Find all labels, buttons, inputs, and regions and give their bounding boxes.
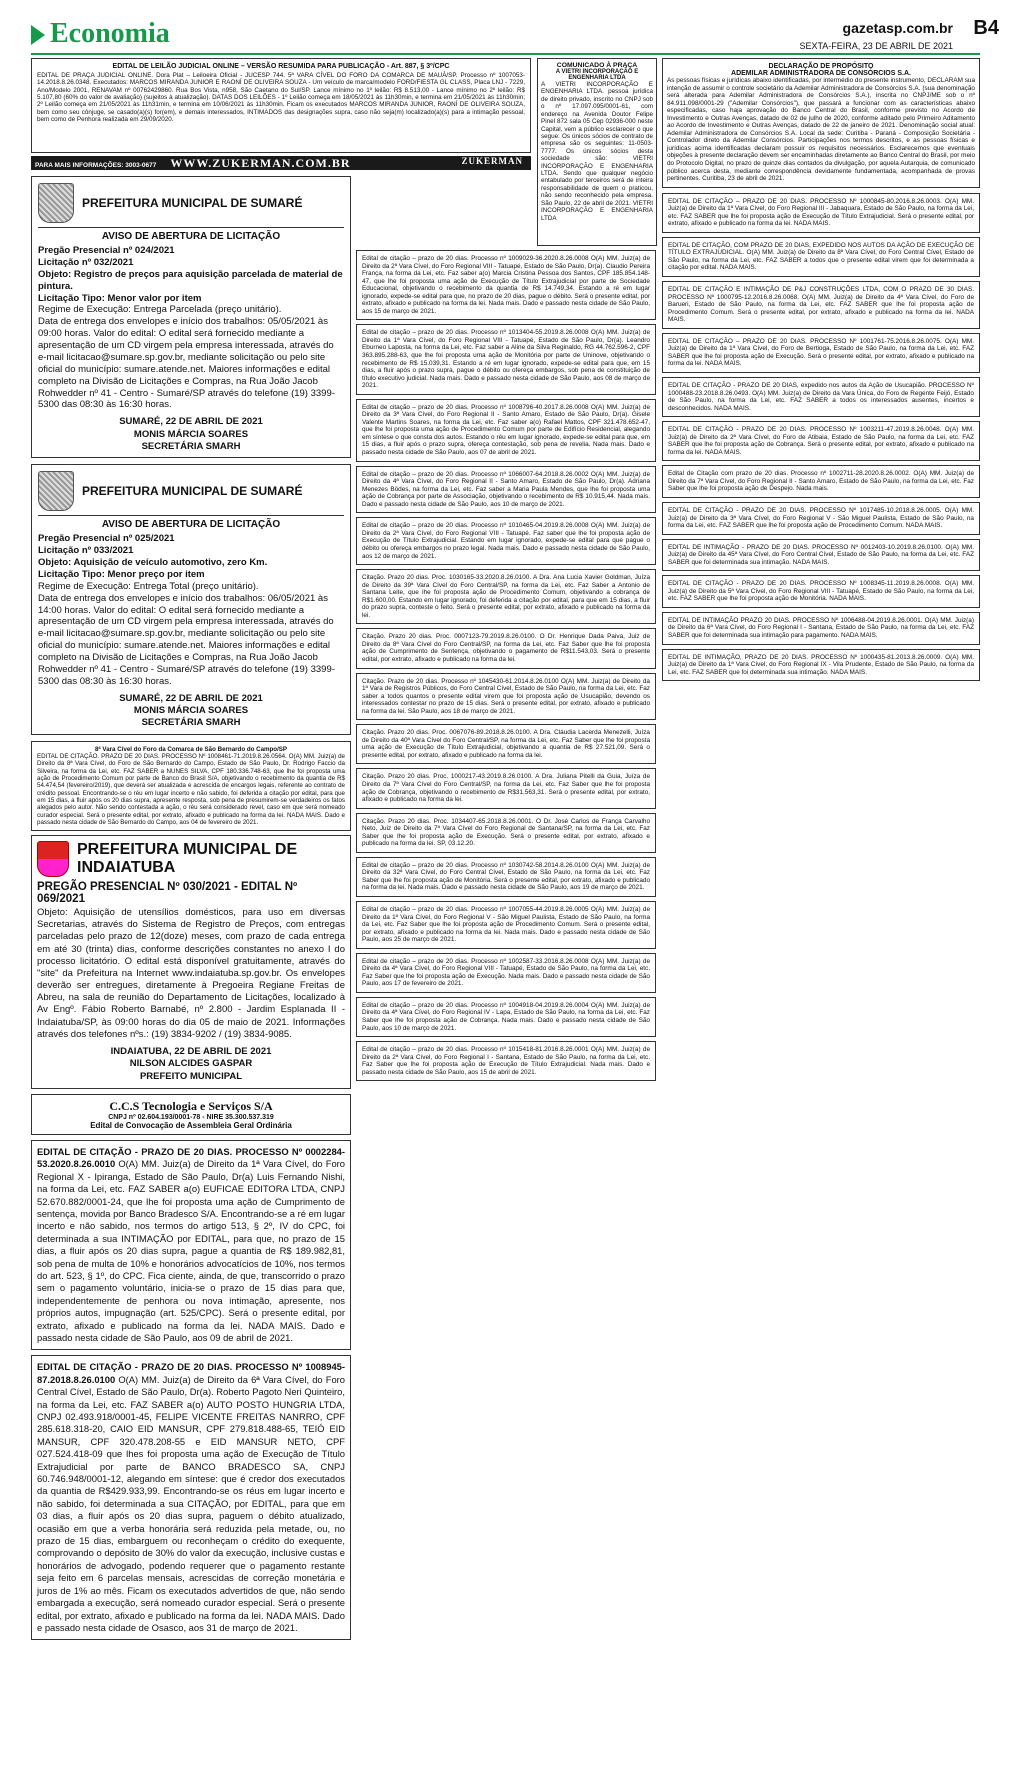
ccs-subtitle: Edital de Convocação de Assembleia Geral Ordinária <box>90 1120 292 1130</box>
indaiatuba-title: PREFEITURA MUNICIPAL DE INDAIATUBA <box>77 841 298 877</box>
sumare-title: PREFEITURA MUNICIPAL DE SUMARÉ <box>82 484 303 499</box>
ccs-title: C.C.S Tecnologia e Serviços S/A <box>109 1098 273 1113</box>
section-arrow-icon <box>31 25 45 45</box>
edital-item: EDITAL DE CITAÇÃO E INTIMAÇÃO DE P&J CONSTRUÇÕES LTDA, COM O PRAZO DE 30 DIAS. PROCESSO Nº 1000795-12.2016.8.26.0068. O(A) MM. Juiz(a) de Direito da 4ª Vara Cível, do Foro de Barueri, Estado de São Paulo, na forma da Lei, etc. FAZ SABER que lhe foi proposta ação de Procedimento Comum. Será o presente edital, por extrato, afixado e publicado na forma da lei. NADA MAIS. <box>662 281 980 329</box>
sumare-date: SUMARÉ, 22 DE ABRIL DE 2021 <box>119 692 263 704</box>
sumare-tipo: Licitação Tipo: Menor preço por item <box>38 568 205 580</box>
edital-item: Edital de citação – prazo de 20 dias. Processo nº 1007055-44.2019.8.26.0005 O(A) MM. Juiz(a) de Direito da 1ª Vara Cível, do Foro Regional V - São Miguel Paulista, Estado de São Paulo, na forma da Lei, etc. Faz Saber que lhe foi proposta ação de Procedimento Comum. Será o presente edital, por extrato, afixado e publicado na forma da lei. Nada mais. Dado e passado nesta cidade de São Paulo, aos 25 de março de 2021. <box>356 901 656 949</box>
vara-notice <box>31 741 351 831</box>
zukerman-bar <box>31 156 531 170</box>
edital-item: EDITAL DE INTIMAÇÃO PRAZO 20 DIAS. PROCESSO Nº 1006488-04.2019.8.26.0001. O(A) MM. Juiz(a) de Direito da 6ª Vara Cível, do Foro Regional I - Santana, Estado de São Paulo, na forma da Lei, etc. FAZ SABER que foi determinada sua intimação para pagamento. NADA MAIS. <box>662 612 980 645</box>
sumare-body <box>38 245 344 411</box>
column-left <box>31 176 351 1776</box>
sumare-text: Data de entrega dos envelopes e início dos trabalhos: 06/05/2021 às 14:00 horas. Valor do edital: O edital será fornecido mediante a apresentação de um CD virgem pela empresa interessada, através do e-mail licitacao@sumare.sp.gov.br, mediante solicitação ou pelo site oficial do município: sumare.atende.net. Maiores informações e edital completo na Divisão de Licitações e Compras, na Rua João Jacob Rohwedder nº 41 - Centro - Sumaré/SP através do telefone (19) 3399-5300 das 08:30 às 16:30 horas. <box>38 592 335 687</box>
edital-item: Edital de citação – prazo de 20 dias. Processo nº 1015418-81.2016.8.26.0001 O(A) MM. Juiz(a) de Direito da 2ª Vara Cível, do Foro Regional I - Santana, Estado de São Paulo, na forma da Lei, etc. Faz Saber que lhe foi proposta ação de Execução de Título Extrajudicial. Nada mais. Dado e passado nesta cidade de São Paulo, aos 15 de abril de 2021. <box>356 1041 656 1081</box>
column-right <box>662 58 980 1768</box>
indaiatuba-body: Objeto: Aquisição de utensílios domésticos, para uso em diversas Secretarias, através do Sistema de Registro de Preços, com entregas parceladas pelo prazo de 12(doze) meses, com prazo de cada entrega em até 30 (trinta) dias, conforme descrições constantes no anexo I do processo licitatório. O edital está disponível gratuitamente, através do "site" da Prefeitura na Internet www.indaiatuba.sp.gov.br. Os envelopes deverão ser entregues, diretamente à Pregoeira Regiane Freitas de Abreu, na sala de reunião do Departamento de Licitações, localizado à Av Engº. Fábio Roberto Barnabé, nº 2.800 - Jardim Esplanada II - Indaiatuba/SP, às 09:00 horas do dia 05 de maio de 2021. Informações através dos telefones nºs.: (19) 3834-9202 / (19) 3834-9085. <box>37 907 345 1040</box>
edital-item: Edital de citação – prazo de 20 dias. Processo nº 1010465-04.2019.8.26.0008 O(A) MM. Juiz(a) de Direito da 2ª Vara Cível, do Foro Regional VIII - Tatuapé. Faz saber que lhe foi proposta ação de Execução de Título Extrajudicial. Estando em lugar ignorado, expede-se edital para que pague o débito ou ofereça embargos no prazo legal. Nada mais. Dado e passado nesta cidade de São Paulo, aos 12 de março de 2021. <box>356 517 656 565</box>
page-date: SEXTA-FEIRA, 23 DE ABRIL DE 2021 <box>799 41 953 51</box>
leilao-title: EDITAL DE LEILÃO JUDICIAL ONLINE – VERSÃO RESUMIDA PARA PUBLICAÇÃO - Art. 887, § 3º/CPC <box>112 63 450 70</box>
sumare-header <box>38 471 344 516</box>
sumare-signature <box>38 693 344 730</box>
sumare-regime: Regime de Execução: Entrega Total (preço unitário). <box>38 580 259 592</box>
sumare-objeto: Objeto: Aquisição de veículo automotivo, zero Km. <box>38 557 268 569</box>
comunicado-title: COMUNICADO À PRAÇA <box>556 62 638 69</box>
indaiatuba-subtitle: PREGÃO PRESENCIAL Nº 030/2021 - EDITAL Nº 069/2021 <box>37 881 298 906</box>
edital-item: Edital de citação – prazo de 20 dias. Processo nº 1066007-64.2018.8.26.0002 O(A) MM. Juiz(a) de Direito da 4ª Vara Cível, do Foro Regional II - Santo Amaro, Estado de São Paulo, Dr(a). Adriana Menezes Bödes, na forma da Lei, etc. Faz saber a Maria Paula Mendes, que lhe foi proposta uma ação de Cobrança por parte de Associação, objetivando o recebimento de R$ 10.915,44. Nada mais. Dado e passado nesta cidade de São Paulo, aos 10 de março de 2021. <box>356 466 656 514</box>
leilao-notice <box>31 58 531 153</box>
edital-item: EDITAL DE CITAÇÃO - PRAZO DE 20 DIAS, expedido nos autos da Ação de Usucapião. PROCESSO Nº 1000488-23.2018.8.26.0493. O(A) MM. Juiz(a) de Direito da Vara Única, do Foro de Regente Feijó, Estado de São Paulo, na forma da Lei, etc. FAZ SABER a todos os interessados ausentes, incertos e desconhecidos. NADA MAIS. <box>662 377 980 417</box>
sumare-text: Data de entrega dos envelopes e início dos trabalhos: 05/05/2021 às 09:00 horas. Valor do edital: O edital será fornecido mediante a apresentação de um CD virgem pela empresa interessada, através do e-mail licitacao@sumare.sp.gov.br, mediante solicitação ou pelo site oficial do município: sumare.atende.net. Maiores informações e edital completo na Divisão de Licitações e Compras, na Rua João Jacob Rohwedder nº 41 - Centro - Sumaré/SP através do telefone (19) 3399-5300 das 08:30 às 16:30 horas. <box>38 316 335 411</box>
edital-item: Citação. Prazo 20 dias. Proc. 0067076-89.2018.8.26.0100. A Dra. Cláudia Lacerda Menezelli, Juíza de Direito da 40ª Vara Cível do Foro Central/SP, na forma da Lei, etc. Faz Saber que lhe foi proposta uma ação de Execução de Título Extrajudicial, objetivando a quantia de R$ 27.521,09. Será o presente edital, por extrato, afixado e publicado na forma da lei. <box>356 724 656 764</box>
indaiatuba-date: INDAIATUBA, 22 DE ABRIL DE 2021 <box>110 1045 272 1057</box>
indaiatuba-crest-icon <box>37 841 69 877</box>
indaiatuba-notice <box>31 835 351 1089</box>
vara-body: EDITAL DE CITAÇÃO. PRAZO DE 20 DIAS. PROCESSO Nº 1008461-71.2019.8.26.0564. O(A) MM. Juiz(a) de Direito da 8ª Vara Cível, do Foro de São Bernardo do Campo, Estado de São Paulo, Dr. Rodrigo Faccio da Silveira, na forma da Lei, etc. FAZ SABER a NUNES SILVA, CPF 180.336.748-63, que lhe foi proposta uma ação de Procedimento Comum por parte de Banco do Brasil S/A, objetivando o recebimento da quantia de R$ 54.474,54 (fevereiro/2019), que deverá ser atualizada e acrescida de encargos legais, referente ao contrato de crédito pessoal. Encontrando-se o réu em lugar incerto e não sabido, foi deferida a citação por edital, para que em 15 dias, a fluir após os 20 dias supra, apresente resposta, sob pena de presumirem-se verdadeiros os fatos alegados pelo autor. Não sendo contestada a ação, o réu será considerado revel, caso em que será nomeado curador especial. Será o presente edital, por extrato, afixado e publicado na forma da lei. NADA MAIS. Dado e passado nesta cidade de São Bernardo do Campo, aos 04 de fevereiro de 2021. <box>37 753 345 826</box>
column-middle <box>356 250 656 1776</box>
edital-item: Edital de citação – prazo de 20 dias. Processo nº 1013404-55.2019.8.26.0008 O(A) MM. Juiz(a) de Direito da 1ª Vara Cível, do Foro Regional VIII - Tatuapé, Estado de São Paulo, Dr(a). Leandro Eburneo Laposta, na forma da Lei, etc. Faz saber a Aline da Silva Reginaldo, RG 44.762.596-2, CPF 363.895.288-63, que lhe foi proposta uma ação de Monitória por parte de Uninove, objetivando o recebimento de R$ 15.039,31. Estando a ré em lugar ignorado, expede-se edital para que, em 15 dias, a fluir após o prazo supra, pague o débito ou ofereça embargos, sob pena de constituição de título executivo judicial. Nada mais. Dado e passado nesta cidade de São Paulo, aos 08 de março de 2021. <box>356 324 656 394</box>
edital-item: Edital de Citação com prazo de 20 dias. Processo nº 1002711-28.2020.8.26.0002. O(A) MM. Juiz(a) de Direito da 7ª Vara Cível, do Foro Regional II - Santo Amaro, Estado de São Paulo, na forma da Lei, etc. Faz Saber que lhe foi proposta ação de Despejo. Nada mais. <box>662 465 980 498</box>
edital-item: EDITAL DE CITAÇÃO, COM PRAZO DE 20 DIAS, EXPEDIDO NOS AUTOS DA AÇÃO DE EXECUÇÃO DE TÍTULO EXTRAJUDICIAL. O(A) MM. Juiz(a) de Direito da 8ª Vara Cível, do Foro Central Cível, Estado de São Paulo, na forma da Lei, etc. FAZ SABER a todos que o presente edital virem que foi determinada a citação por edital. NADA MAIS. <box>662 237 980 277</box>
declaracao-body: As pessoas físicas e jurídicas abaixo identificadas, por intermédio do presente instrumento, DECLARAM sua intenção de assumir o controle societário da Ademilar Administradora de Consórcios S.A. (sua denominação será alterada para Ademilar Administradora de Consórcios S.A.), inscrita no CNPJ/ME sob o nº 84.911.098/0001-29 ("Ademilar Consórcios"), que passará a funcionar com as características abaixo especificadas, caso haja aprovação do Banco Central do Brasil, conforme previsto no Acordo de Investimento e Outras Avenças, datado de 02 de julho de 2020, conforme aditado pelo Primeiro Aditamento ao Acordo de Investimento e Outras Avenças, datado de 22 de janeiro de 2021. Denominação social atual: Ademilar Administradora de Consórcios S.A. Local da sede: Curitiba - Paraná - Composição Societária - Controlador direto da Ademilar Consórcios. Participações nos termos descritos, e as pessoas físicas e jurídicas acima identificadas declaram possuir os requisitos necessários. Esclarecemos que eventuais objeções à presente declaração devem ser encaminhadas diretamente ao Banco Central do Brasil, por meio do Protocolo Digital, no prazo de quinze dias contados da divulgação, por aquela Autarquia, de comunicado público acerca desta, mediante correspondência devidamente fundamentada, acompanhada de provas pertinentes. Curitiba, 23 de abril de 2021. <box>667 77 975 183</box>
edital-item: Citação. Prazo de 20 dias. Processo nº 1045430-61.2014.8.26.0100 O(A) MM. Juiz(a) de Direito da 1ª Vara de Registros Públicos, do Foro Central Cível, Estado de São Paulo, na forma da Lei, etc. Faz saber a todos quantos o presente edital virem que foi proposta ação de Usucapião, devendo os interessados contestar no prazo de 15 dias. Será o presente edital, por extrato, afixado e publicado na forma da lei. São Paulo, aos 18 de março de 2021. <box>356 673 656 721</box>
leilao-body: EDITAL DE PRAÇA JUDICIAL ONLINE. Dora Plat – Leiloeira Oficial - JUCESP 744. 5ª VARA CÍVEL DO FORO DA COMARCA DE MAUÁ/SP. Processo nº 1007053-14.2018.8.26.0348. Executados: MARCOS MIRANDA JUNIOR E RAONÍ DE OLIVEIRA SOUZA - Um veículo de marca/modelo FORD/FIESTA GL CLASS, Placa LNJ - 7229, Ano/Modelo 2001, RENAVAM nº 00762429860. Rua Bos Vista, n958, São Caetano do Sul/SP. Lance mínimo no 1º leilão: R$ 8.513,00 - Lance mínimo no 2º leilão: R$ 5.107,80 (60% do valor de avaliação) (sujeitos à atualização). DATAS DOS LEILÕES - 1º Leilão começa em 18/05/2021 às 11h30min, e termina em 21/05/2021 às 11h30min; 2º Leilão começa em 21/05/2021 às 11h31min, e termina em 10/06/2021 às 11h30min. Ficam os executados MARCOS MIRANDA JUNIOR, RAONÍ DE OLIVEIRA SOUZA, bem como seu cônjuge, se casado(a)(s) for(em), e demais interessados, INTIMADOS das designações supra, caso não seja(m) localizado(a)(s) para a intimação pessoal, bem como de Penhora realizada em 29/09/2020. <box>37 71 525 124</box>
edital-item: EDITAL DE INTIMAÇÃO, PRAZO DE 20 DIAS. PROCESSO Nº 1000435-81.2013.8.26.0009. O(A) MM. Juiz(a) de Direito da 1ª Vara Cível, do Foro Regional IX - Vila Prudente, Estado de São Paulo, na forma da Lei, etc. FAZ SABER que foi determinada sua intimação. NADA MAIS. <box>662 649 980 682</box>
edital-item: Edital de citação – prazo de 20 dias. Processo nº 1008796-40.2017.8.26.0008 O(A) MM. Juiz(a) de Direito da 3ª Vara Cível, do Foro Regional II - Santo Amaro, Estado de São Paulo, Dr(a). Gisele Valente Martins Soares, na forma da Lei, etc. Faz saber a(o) Rafael Mattos, CPF 321.478.652-47, que lhe foi proposta uma ação de Procedimento Comum por parte de Edifício Residencial, alegando em síntese o que consta dos autos. Estando o réu em lugar ignorado, expede-se edital para que, em 15 dias, a fluir após o prazo supra, ofereça contestação, sob pena de revelia. Nada mais. Dado e passado nesta cidade de São Paulo, aos 07 de abril de 2021. <box>356 399 656 462</box>
edital-item: Edital de citação – prazo de 20 dias. Processo nº 1002587-33.2016.8.26.0008 O(A) MM. Juiz(a) de Direito da 4ª Vara Cível, do Foro Regional VIII - Tatuapé, Estado de São Paulo, na forma da Lei, etc. Faz Saber que lhe foi proposta ação de Execução. Nada mais. Dado e passado nesta cidade de São Paulo, aos 17 de fevereiro de 2021. <box>356 953 656 993</box>
edital-item: Citação. Prazo 20 dias. Proc. 1000217-43.2019.8.26.0100. A Dra. Juliana Pitelli da Guia, Juíza de Direito da 7ª Vara Cível do Foro Central/SP, na forma da Lei, etc. Faz Saber que lhe foi proposta ação de Cobrança, objetivando o recebimento de R$31.563,31. Será o presente edital, por extrato, afixado e publicado na forma da lei. <box>356 768 656 808</box>
ccs-cnpj: CNPJ nº 02.604.193/0001-78 - NIRE 35.300.537.319 <box>108 1113 274 1121</box>
edital-item: EDITAL DE CITAÇÃO - PRAZO DE 20 DIAS. PROCESSO Nº 1017485-10.2018.8.26.0005. O(A) MM. Juiz(a) de Direito da 3ª Vara Cível, do Foro Regional V - São Miguel Paulista, Estado de São Paulo, na forma da Lei, etc. FAZ SABER que lhe foi proposta ação de Procedimento Comum. NADA MAIS. <box>662 502 980 535</box>
sumare-crest-icon <box>38 183 74 223</box>
indaiatuba-header <box>37 841 345 877</box>
sumare-subtitle: AVISO DE ABERTURA DE LICITAÇÃO <box>101 231 281 242</box>
edital-item: Citação. Prazo 20 dias. Proc. 0007123-79.2019.8.26.0100. O Dr. Henrique Dada Paiva, Juiz de Direito da 8ª Vara Cível do Foro Central/SP, na forma da Lei, etc. Faz Saber que lhe foi proposta ação de Cumprimento de Sentença, objetivando o pagamento de R$11.543,03. Será o presente edital, por extrato, afixado e publicado na forma da lei. <box>356 628 656 668</box>
edital-title: EDITAL DE CITAÇÃO - PRAZO DE 20 DIAS. PROCESSO Nº 1008945-87.2018.8.26.0100 <box>37 1361 345 1385</box>
ccs-notice <box>31 1094 351 1135</box>
sumare-licitacao: Licitação nº 033/2021 <box>38 545 134 557</box>
section-title: Economia <box>50 18 170 49</box>
edital-item: EDITAL DE CITAÇÃO – PRAZO DE 20 DIAS. PROCESSO Nº 1001761-75.2016.8.26.0075. O(A) MM. Juiz(a) de Direito da 1ª Vara Cível, do Foro de Bertioga, Estado de São Paulo, na forma da Lei, etc. FAZ SABER que lhe foi proposta ação de Execução. Será o presente edital, por extrato, afixado e publicado na forma da lei. NADA MAIS. <box>662 333 980 373</box>
indaiatuba-signature <box>37 1046 345 1083</box>
sumare-pregao: Pregão Presencial nº 024/2021 <box>38 245 175 256</box>
sumare-licitacao: Licitação nº 032/2021 <box>38 256 134 268</box>
edital-item: EDITAL DE CITAÇÃO - PRAZO DE 20 DIAS. PROCESSO Nº 1003211-47.2019.8.26.0048. O(A) MM. Juiz(a) de Direito da 2ª Vara Cível, do Foro de Atibaia, Estado de São Paulo, na forma da Lei, etc. FAZ SABER que lhe foi proposta ação de Cobrança. Será o presente edital, por extrato, afixado e publicado na forma da lei. NADA MAIS. <box>662 421 980 461</box>
sumare-role: SECRETÁRIA SMARH <box>141 717 241 729</box>
declaracao-title: DECLARAÇÃO DE PROPÓSITO <box>768 63 874 70</box>
edital-item: Edital de citação – prazo de 20 dias. Processo nº 1004918-04.2019.8.26.0004 O(A) MM. Juiz(a) de Direito da 4ª Vara Cível, do Foro Regional IV - Lapa, Estado de São Paulo, na forma da Lei, etc. Faz Saber que lhe foi proposta ação de Cobrança. Nada mais. Dado e passado nesta cidade de São Paulo, aos 10 de março de 2021. <box>356 997 656 1037</box>
sumare-role: SECRETÁRIA SMARH <box>141 440 241 452</box>
edital-body: O(A) MM. Juiz(a) de Direito da 6ª Vara Cível, do Foro Central Cível, Estado de São Paulo, Dr(a). Roberto Pagoto Neri Quinteiro, na forma da Lei, etc. FAZ SABER a(o) AUTO POSTO HUNGRIA LTDA, CNPJ 02.493.918/0001-45, FELIPE VICENTE FREITAS NANRRO, CPF 285.618.318-20, CAIO EID MANSUR, CPF 279.818.488-65, TEIÓ EID MANSUR, CPF 320.478.208-55 e EID MANSUR NETO, CPF 027.524.418-09 que lhes foi proposta uma ação de Execução de Título Extrajudicial por parte de BANCO BRADESCO SA, CNPJ 60.746.948/0001-12, alegando em síntese: que é credor dos executados da quantia de R$429.933,99. Encontrando-se os réus em lugar incerto e não sabido, foi determinada a sua CITAÇÃO, por EDITAL, para que em 03 dias, a fluir após os 20 dias supra, paguem o débito atualizado, ocasião em que a verba honorária será reduzida pela metade, ou, no prazo de 15 dias, embarguem ou reconheçam o crédito do exequente, comprovando o depósito de 30% do valor da execução, inclusive custas e honorários de advogado, podendo requerer que o pagamento restante seja feito em 6 parcelas mensais, acrescidas de correção monetária e juros de 1% ao mês. Ficam os executados advertidos de que, não sendo embargada a execução, será nomeado curador especial. Será o presente edital, por extrato, afixado e publicado na forma da lei. NADA MAIS. Dado e passado nesta cidade de Osasco, aos 31 de março de 2021. <box>37 1373 346 1633</box>
page-header <box>0 0 1011 56</box>
sumare-regime: Regime de Execução: Entrega Parcelada (preço unitário). <box>38 304 282 316</box>
edital-title: EDITAL DE CITAÇÃO - PRAZO DE 20 DIAS. PROCESSO Nº 0002284-53.2020.8.26.0010 <box>37 1145 345 1170</box>
comunicado-subtitle: A VIETRI INCORPORAÇÃO E ENGENHARIA LTDA <box>555 69 639 81</box>
edital-item: Citação. Prazo 20 dias. Proc. 1034407-65.2018.8.26.0001. O Dr. José Carlos de França Carvalho Neto, Juiz de Direito da 7ª Vara Cível do Foro Regional de Santana/SP, na forma da Lei, etc. Faz Saber que lhe foi proposta ação de Execução. Será o presente edital, por extrato, afixado e publicado na forma da lei. SP, 03.12.20. <box>356 813 656 853</box>
vara-title: 8ª Vara Cível do Foro da Comarca de São Bernardo do Campo/SP <box>94 745 288 753</box>
sumare-notice-2 <box>31 464 351 734</box>
sumare-crest-icon <box>38 471 74 511</box>
edital-item: EDITAL DE CITAÇÃO - PRAZO DE 20 DIAS. PROCESSO Nº 1008345-11.2019.8.26.0008. O(A) MM. Juiz(a) de Direito da 5ª Vara Cível, do Foro Regional VIII - Tatuapé, Estado de São Paulo, na forma da Lei, etc. FAZ SABER que lhe foi proposta ação de Monitória. NADA MAIS. <box>662 575 980 608</box>
page-number: B4 <box>973 17 999 39</box>
edital-body: O(A) MM. Juiz(a) de Direito da 1ª Vara Cível, do Foro Regional X - Ipiranga, Estado de São Paulo, Dr(a) Luis Fernando Nishi, na forma da Lei, etc. FAZ SABER a(o) EUFICAE EDITORA LTDA, CNPJ 52.670.882/0001-24, que lhe foi proposta uma ação de Cumprimento de sentença, movida por Banco Bradesco S/A. Encontrando-se a ré em lugar incerto e não sabido, nos termos do artigo 513, § 2º, IV do CPC, foi determinada a sua INTIMAÇÃO por EDITAL, para que, no prazo de 15 dias, a fluir após os 20 dias supra, pague a quantia de R$ 189.982,81, sob pena de multa de 10% e honorários advocatícios de 10%, nos termos do art. 523, § 1º, do CPC. Fica ciente, ainda, de que, transcorrido o prazo sem o pagamento voluntário, inicia-se o prazo de 15 dias para que, independentemente de penhora ou nova intimação, apresente, nos próprios autos, impugnação (art. 525/CPC). Será o presente edital, por extrato, afixado e publicado na forma da lei. NADA MAIS. Dado e passado nesta cidade de São Paulo, aos 09 de abril de 2021. <box>37 1158 346 1343</box>
header-rule <box>31 53 980 55</box>
sumare-body <box>38 533 344 687</box>
sumare-signer: MONIS MÁRCIA SOARES <box>133 428 249 440</box>
sumare-tipo: Licitação Tipo: Menor valor por item <box>38 292 202 304</box>
edital-item: Edital de citação – prazo de 20 dias. Processo nº 1009029-36.2020.8.26.0008 O(A) MM. Juiz(a) de Direito da 2ª Vara Cível, do Foro Regional VIII - Tatuapé, Estado de São Paulo, Dr(a). Claudio Pereira França, na forma da Lei, etc. Faz saber a(o) Marcia Cristina Pessoa dos Santos, CPF 185.854.148-47, que lhe foi proposta uma ação de Execução de Título Extrajudicial por parte de Sociedade Educacional, objetivando o recebimento da quantia de R$ 14.749,34. Estando a ré em lugar ignorado, expede-se edital para que, no prazo de 20 dias, pague o débito. Será o presente edital, por extrato, afixado e publicado na forma da lei. Nada mais. Dado e passado nesta cidade de São Paulo, aos 15 de março de 2021. <box>356 250 656 320</box>
citacoes-list-middle <box>356 250 656 1081</box>
site-url[interactable]: gazetasp.com.br <box>842 20 953 36</box>
declaracao-subtitle: ADEMILAR ADMINISTRADORA DE CONSÓRCIOS S.A. <box>731 70 911 77</box>
citacoes-list-right <box>662 193 980 682</box>
edital-item: EDITAL DE INTIMAÇÃO - PRAZO DE 20 DIAS. PROCESSO Nº 0012403-10.2019.8.26.0100. O(A) MM. Juiz(a) de Direito da 45ª Vara Cível, do Foro Central Cível, Estado de São Paulo, na forma da Lei, etc. FAZ SABER que foi determinada sua intimação. NADA MAIS. <box>662 539 980 572</box>
sumare-signature <box>38 416 344 453</box>
zukerman-info: PARA MAIS INFORMAÇÕES: 3003-0677 <box>35 162 157 169</box>
edital-citacao-central <box>31 1355 351 1640</box>
declaracao-notice <box>662 58 980 188</box>
edital-citacao-ipiranga <box>31 1140 351 1351</box>
sumare-pregao: Pregão Presencial nº 025/2021 <box>38 533 175 545</box>
edital-item: Citação. Prazo 20 dias. Proc. 1030165-33.2020.8.26.0100. A Dra. Ana Lucia Xavier Goldman, Juíza de Direito da 39ª Vara Cível do Foro Central/SP, na forma da Lei, etc. Faz Saber a Antonio de Santana Leite, que lhe foi proposta ação de Procedimento Comum, objetivando a cobrança de R$1.600,00. Estando em lugar ignorado, foi deferida a citação por edital, para que em 15 dias, a fluir do prazo supra, conteste o feito. Será o presente edital, por extrato, afixado e publicado na forma da lei. <box>356 569 656 624</box>
edital-item: Edital de citação – prazo de 20 dias. Processo nº 1030742-58.2014.8.26.0100 O(A) MM. Juiz(a) de Direito da 32ª Vara Cível, do Foro Central Cível, Estado de São Paulo, na forma da Lei, etc. Faz Saber que lhe foi proposta ação de Monitória. Será o presente edital, por extrato, afixado e publicado na forma da lei. Nada mais. Dado e passado nesta cidade de São Paulo, aos 19 de março de 2021. <box>356 857 656 897</box>
sumare-signer: MONIS MÁRCIA SOARES <box>133 705 249 716</box>
sumare-notice-1 <box>31 176 351 458</box>
indaiatuba-role: PREFEITO MUNICIPAL <box>139 1070 243 1082</box>
sumare-header <box>38 183 344 228</box>
sumare-date: SUMARÉ, 22 DE ABRIL DE 2021 <box>119 416 263 428</box>
zukerman-url[interactable]: WWW.ZUKERMAN.COM.BR <box>170 156 351 170</box>
sumare-objeto: Objeto: Registro de preços para aquisição parcelada de material de pintura. <box>38 268 343 292</box>
zukerman-logo: ZUKERMAN <box>461 156 523 166</box>
indaiatuba-signer: NILSON ALCIDES GASPAR <box>129 1058 253 1070</box>
sumare-title: PREFEITURA MUNICIPAL DE SUMARÉ <box>82 196 303 210</box>
comunicado-body: A VIETRI INCORPORAÇÃO E ENGENHARIA LTDA. pessoa jurídica de direito privado, inscrito no CNPJ sob o nº 17.097.095/0001-61, com endereço na Avenida Doutor Felipe Pinel 872 sala 05 Cep 02936-000 neste Capital, vem a público esclarecer o que segue: Os únicos sócios de contrato de empresa são os seguintes: 11-0503-7777. Os únicos sócios desta sociedade são: VIETRI INCORPORAÇÃO E ENGENHARIA LTDA. Sendo que qualquer negócio entabulado por terceiros será de inteira responsabilidade de quem o praticou, não sendo reconhecido pela empresa. São Paulo, 22 de abril de 2021. VIETRI INCORPORAÇÃO E ENGENHARIA LTDA <box>541 81 653 222</box>
edital-item: EDITAL DE CITAÇÃO – PRAZO DE 20 DIAS. PROCESSO Nº 1000845-80.2016.8.26.0003. O(A) MM. Juiz(a) de Direito da 1ª Vara Cível, do Foro Regional III - Jabaquara, Estado de São Paulo, na forma da Lei, etc. FAZ SABER que lhe foi proposta ação de Execução de Título Extrajudicial. Será o presente edital, por extrato, afixado e publicado na forma da lei. NADA MAIS. <box>662 193 980 233</box>
sumare-subtitle: AVISO DE ABERTURA DE LICITAÇÃO <box>101 519 281 531</box>
comunicado-box <box>537 58 657 246</box>
